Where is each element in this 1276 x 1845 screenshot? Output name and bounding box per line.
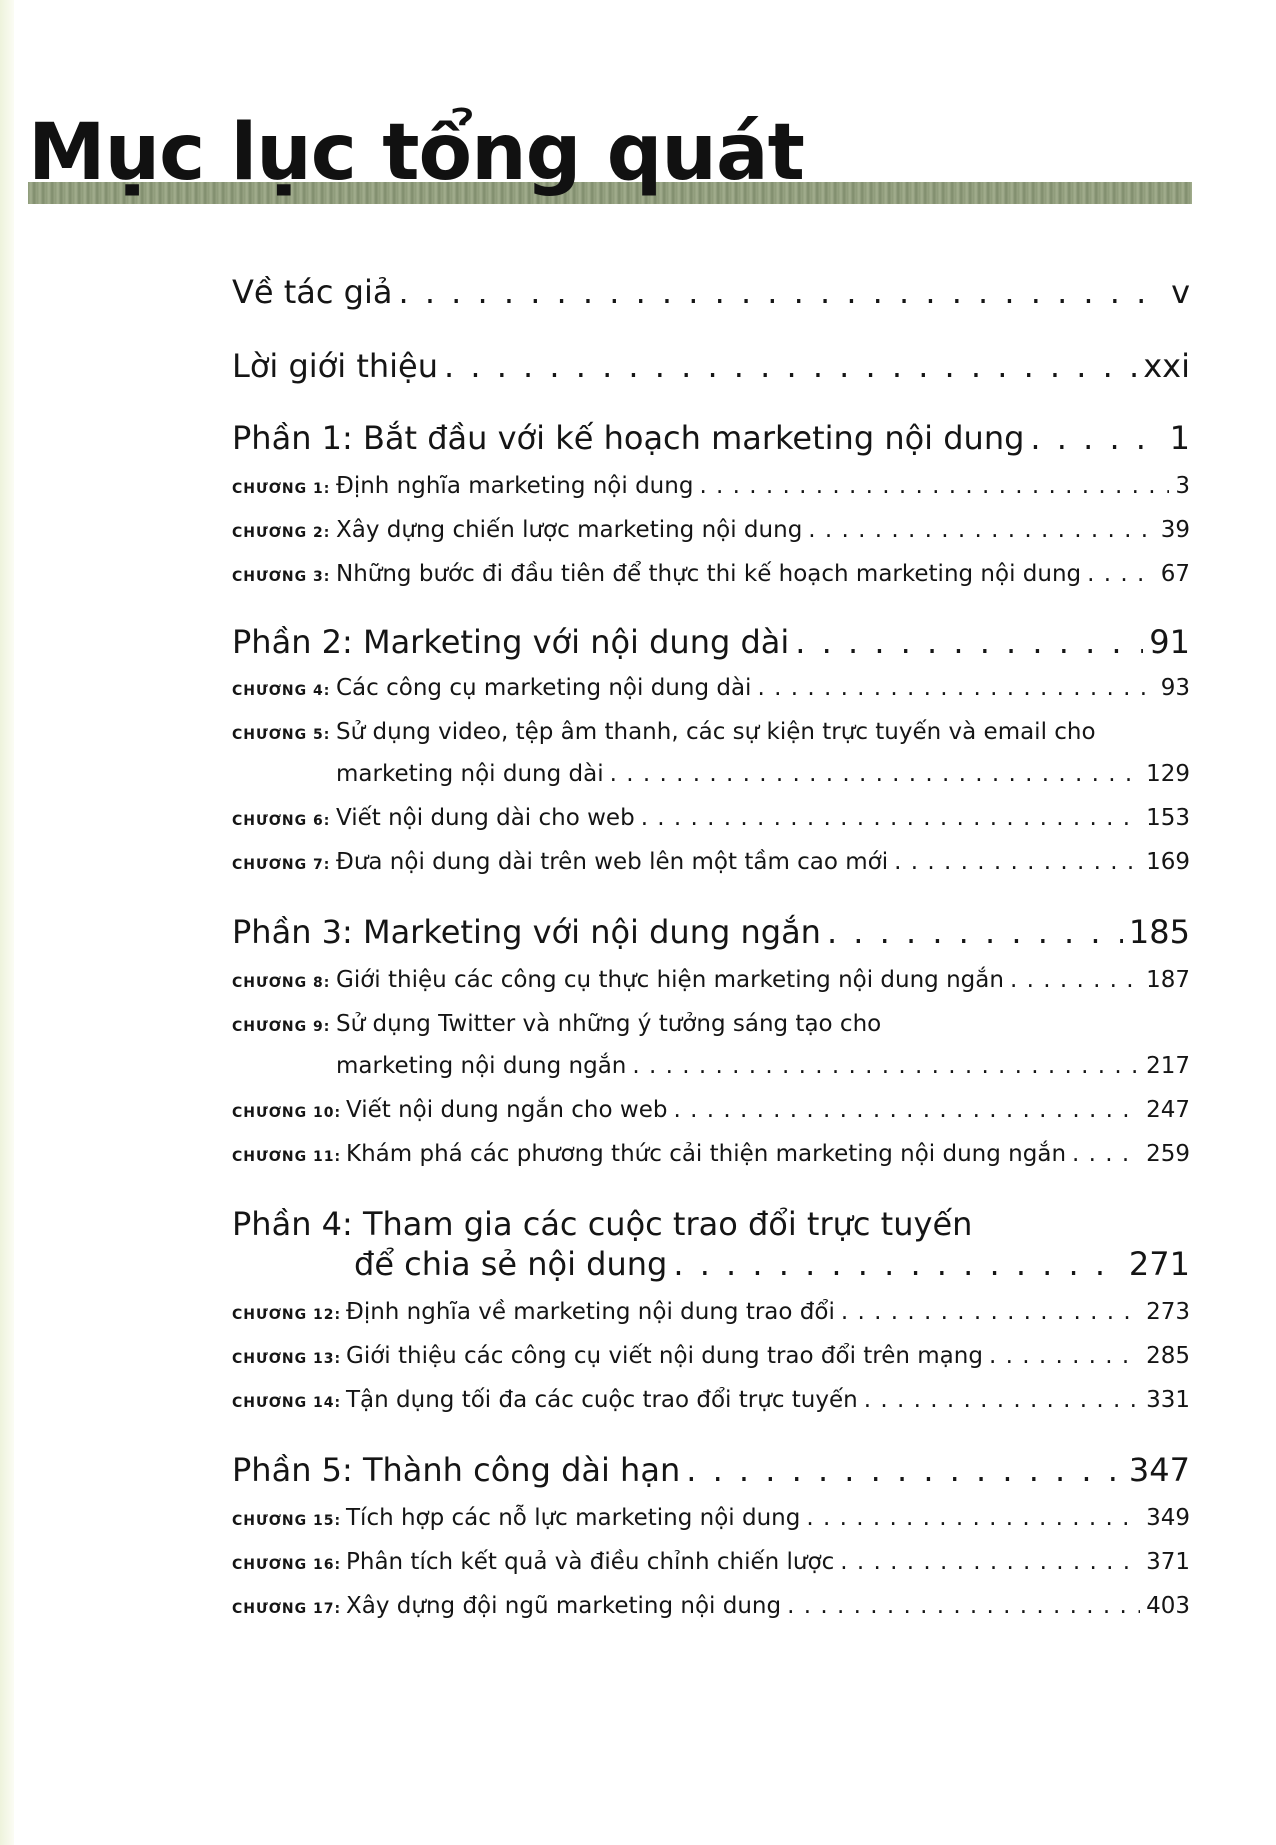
chapter-title: Định nghĩa về marketing nội dung trao đổi	[346, 1299, 835, 1325]
part-page: 185	[1128, 913, 1190, 951]
chapter-label: CHƯƠNG 4:	[232, 683, 331, 699]
chapter-page: 403	[1146, 1593, 1190, 1619]
dot-leader	[641, 802, 1140, 834]
dot-leader	[757, 672, 1154, 704]
dot-leader	[827, 912, 1123, 952]
chapter-title: Tận dụng tối đa các cuộc trao đổi trực tuyến	[346, 1387, 858, 1413]
toc-part-3[interactable]	[232, 912, 1190, 952]
chapter-page: 371	[1146, 1549, 1190, 1575]
chapter-title: Giới thiệu các công cụ viết nội dung trao đổi trên mạng	[346, 1343, 983, 1369]
dot-leader	[787, 1590, 1140, 1622]
chapter-label: CHƯƠNG 3:	[232, 569, 331, 585]
part-title: Phần 2: Marketing với nội dung dài	[232, 623, 790, 661]
toc-chapter-5[interactable]	[232, 716, 1190, 748]
part-page: 91	[1149, 623, 1190, 661]
dot-leader	[632, 1050, 1140, 1082]
chapter-label: CHƯƠNG 15:	[232, 1513, 342, 1529]
dot-leader	[1030, 418, 1163, 458]
chapter-title-line2: marketing nội dung ngắn	[336, 1053, 627, 1079]
toc-chapter-8[interactable]	[232, 964, 1190, 996]
toc-chapter-16[interactable]	[232, 1546, 1190, 1578]
dot-leader	[444, 346, 1137, 386]
dot-leader	[795, 622, 1143, 662]
dot-leader	[840, 1546, 1140, 1578]
toc-chapter-15[interactable]	[232, 1502, 1190, 1534]
chapter-label: CHƯƠNG 1:	[232, 481, 331, 497]
chapter-title: Định nghĩa marketing nội dung	[336, 473, 694, 499]
dot-leader	[673, 1094, 1140, 1126]
toc-chapter-5-continued[interactable]	[232, 758, 1190, 790]
chapter-title: Xây dựng đội ngũ marketing nội dung	[346, 1593, 782, 1619]
chapter-page: 93	[1160, 675, 1190, 701]
entry-page: xxi	[1143, 347, 1190, 385]
part-title-line2: để chia sẻ nội dung	[354, 1245, 668, 1283]
toc-chapter-6[interactable]	[232, 802, 1190, 834]
part-page: 1	[1169, 419, 1190, 457]
chapter-page: 331	[1146, 1387, 1190, 1413]
dot-leader	[808, 514, 1154, 546]
part-title: Phần 5: Thành công dài hạn	[232, 1451, 681, 1489]
toc-chapter-3[interactable]	[232, 558, 1190, 590]
toc-entry-author[interactable]	[232, 272, 1190, 312]
dot-leader	[1087, 558, 1155, 590]
chapter-page: 349	[1146, 1505, 1190, 1531]
chapter-title: Đưa nội dung dài trên web lên một tầm cao mới	[336, 849, 889, 875]
page-title: Mục lục tổng quát	[28, 108, 804, 198]
chapter-label: CHƯƠNG 10:	[232, 1105, 342, 1121]
chapter-page: 259	[1146, 1141, 1190, 1167]
toc-chapter-9[interactable]	[232, 1008, 1190, 1040]
dot-leader	[398, 272, 1165, 312]
chapter-label: CHƯƠNG 2:	[232, 525, 331, 541]
toc-part-1[interactable]	[232, 418, 1190, 458]
chapter-label: CHƯƠNG 9:	[232, 1019, 331, 1035]
dot-leader	[989, 1340, 1140, 1372]
chapter-page: 129	[1146, 761, 1190, 787]
toc-chapter-17[interactable]	[232, 1590, 1190, 1622]
chapter-title: Tích hợp các nỗ lực marketing nội dung	[346, 1505, 801, 1531]
toc-chapter-13[interactable]	[232, 1340, 1190, 1372]
chapter-label: CHƯƠNG 11:	[232, 1149, 342, 1165]
toc-chapter-12[interactable]	[232, 1296, 1190, 1328]
chapter-title: Giới thiệu các công cụ thực hiện marketing nội dung ngắn	[336, 967, 1004, 993]
toc-part-5[interactable]	[232, 1450, 1190, 1490]
toc-chapter-11[interactable]	[232, 1138, 1190, 1170]
chapter-title: Khám phá các phương thức cải thiện marketing nội dung ngắn	[346, 1141, 1067, 1167]
part-title: Phần 1: Bắt đầu với kế hoạch marketing nội dung	[232, 419, 1025, 457]
chapter-title: Những bước đi đầu tiên để thực thi kế hoạch marketing nội dung	[336, 561, 1082, 587]
toc-chapter-10[interactable]	[232, 1094, 1190, 1126]
table-of-contents	[232, 0, 1190, 1845]
toc-part-4[interactable]	[232, 1204, 1190, 1244]
chapter-page: 153	[1146, 805, 1190, 831]
toc-chapter-14[interactable]	[232, 1384, 1190, 1416]
chapter-label: CHƯƠNG 13:	[232, 1351, 342, 1367]
chapter-label: CHƯƠNG 17:	[232, 1601, 342, 1617]
page-edge-strip	[0, 0, 14, 1845]
dot-leader	[894, 846, 1140, 878]
chapter-title-line2: marketing nội dung dài	[336, 761, 604, 787]
dot-leader	[841, 1296, 1140, 1328]
toc-chapter-7[interactable]	[232, 846, 1190, 878]
chapter-page: 273	[1146, 1299, 1190, 1325]
toc-entry-intro[interactable]	[232, 346, 1190, 386]
chapter-label: CHƯƠNG 8:	[232, 975, 331, 991]
chapter-label: CHƯƠNG 16:	[232, 1557, 342, 1573]
part-page: 347	[1128, 1451, 1190, 1489]
chapter-page: 187	[1146, 967, 1190, 993]
chapter-page: 217	[1146, 1053, 1190, 1079]
toc-chapter-4[interactable]	[232, 672, 1190, 704]
dot-leader	[610, 758, 1140, 790]
part-page: 271	[1128, 1245, 1190, 1283]
chapter-page: 285	[1146, 1343, 1190, 1369]
dot-leader	[864, 1384, 1140, 1416]
chapter-page: 169	[1146, 849, 1190, 875]
entry-title: Về tác giả	[232, 273, 393, 311]
toc-chapter-1[interactable]	[232, 470, 1190, 502]
chapter-page: 3	[1175, 473, 1190, 499]
part-title: Phần 3: Marketing với nội dung ngắn	[232, 913, 821, 951]
chapter-title: Xây dựng chiến lược marketing nội dung	[336, 517, 803, 543]
chapter-title: Sử dụng Twitter và những ý tưởng sáng tạo cho	[336, 1011, 882, 1037]
chapter-page: 67	[1160, 561, 1190, 587]
dot-leader	[686, 1450, 1123, 1490]
toc-chapter-2[interactable]	[232, 514, 1190, 546]
chapter-label: CHƯƠNG 7:	[232, 857, 331, 873]
chapter-title: Phân tích kết quả và điều chỉnh chiến lược	[346, 1549, 835, 1575]
chapter-title: Viết nội dung dài cho web	[336, 805, 635, 831]
dot-leader	[699, 470, 1169, 502]
chapter-title: Viết nội dung ngắn cho web	[346, 1097, 668, 1123]
chapter-page: 39	[1160, 517, 1190, 543]
toc-part-2[interactable]	[232, 622, 1190, 662]
chapter-title: Sử dụng video, tệp âm thanh, các sự kiện trực tuyến và email cho	[336, 719, 1096, 745]
entry-page: v	[1171, 273, 1190, 311]
chapter-label: CHƯƠNG 12:	[232, 1307, 342, 1323]
chapter-label: CHƯƠNG 14:	[232, 1395, 342, 1411]
dot-leader	[673, 1244, 1123, 1284]
toc-chapter-9-continued[interactable]	[232, 1050, 1190, 1082]
toc-part-4-continued[interactable]	[232, 1244, 1190, 1284]
chapter-label: CHƯƠNG 5:	[232, 727, 331, 743]
dot-leader	[1010, 964, 1140, 996]
entry-title: Lời giới thiệu	[232, 347, 438, 385]
dot-leader	[806, 1502, 1140, 1534]
chapter-label: CHƯƠNG 6:	[232, 813, 331, 829]
chapter-page: 247	[1146, 1097, 1190, 1123]
chapter-title: Các công cụ marketing nội dung dài	[336, 675, 752, 701]
dot-leader	[1072, 1138, 1140, 1170]
part-title: Phần 4: Tham gia các cuộc trao đổi trực tuyến	[232, 1205, 973, 1243]
